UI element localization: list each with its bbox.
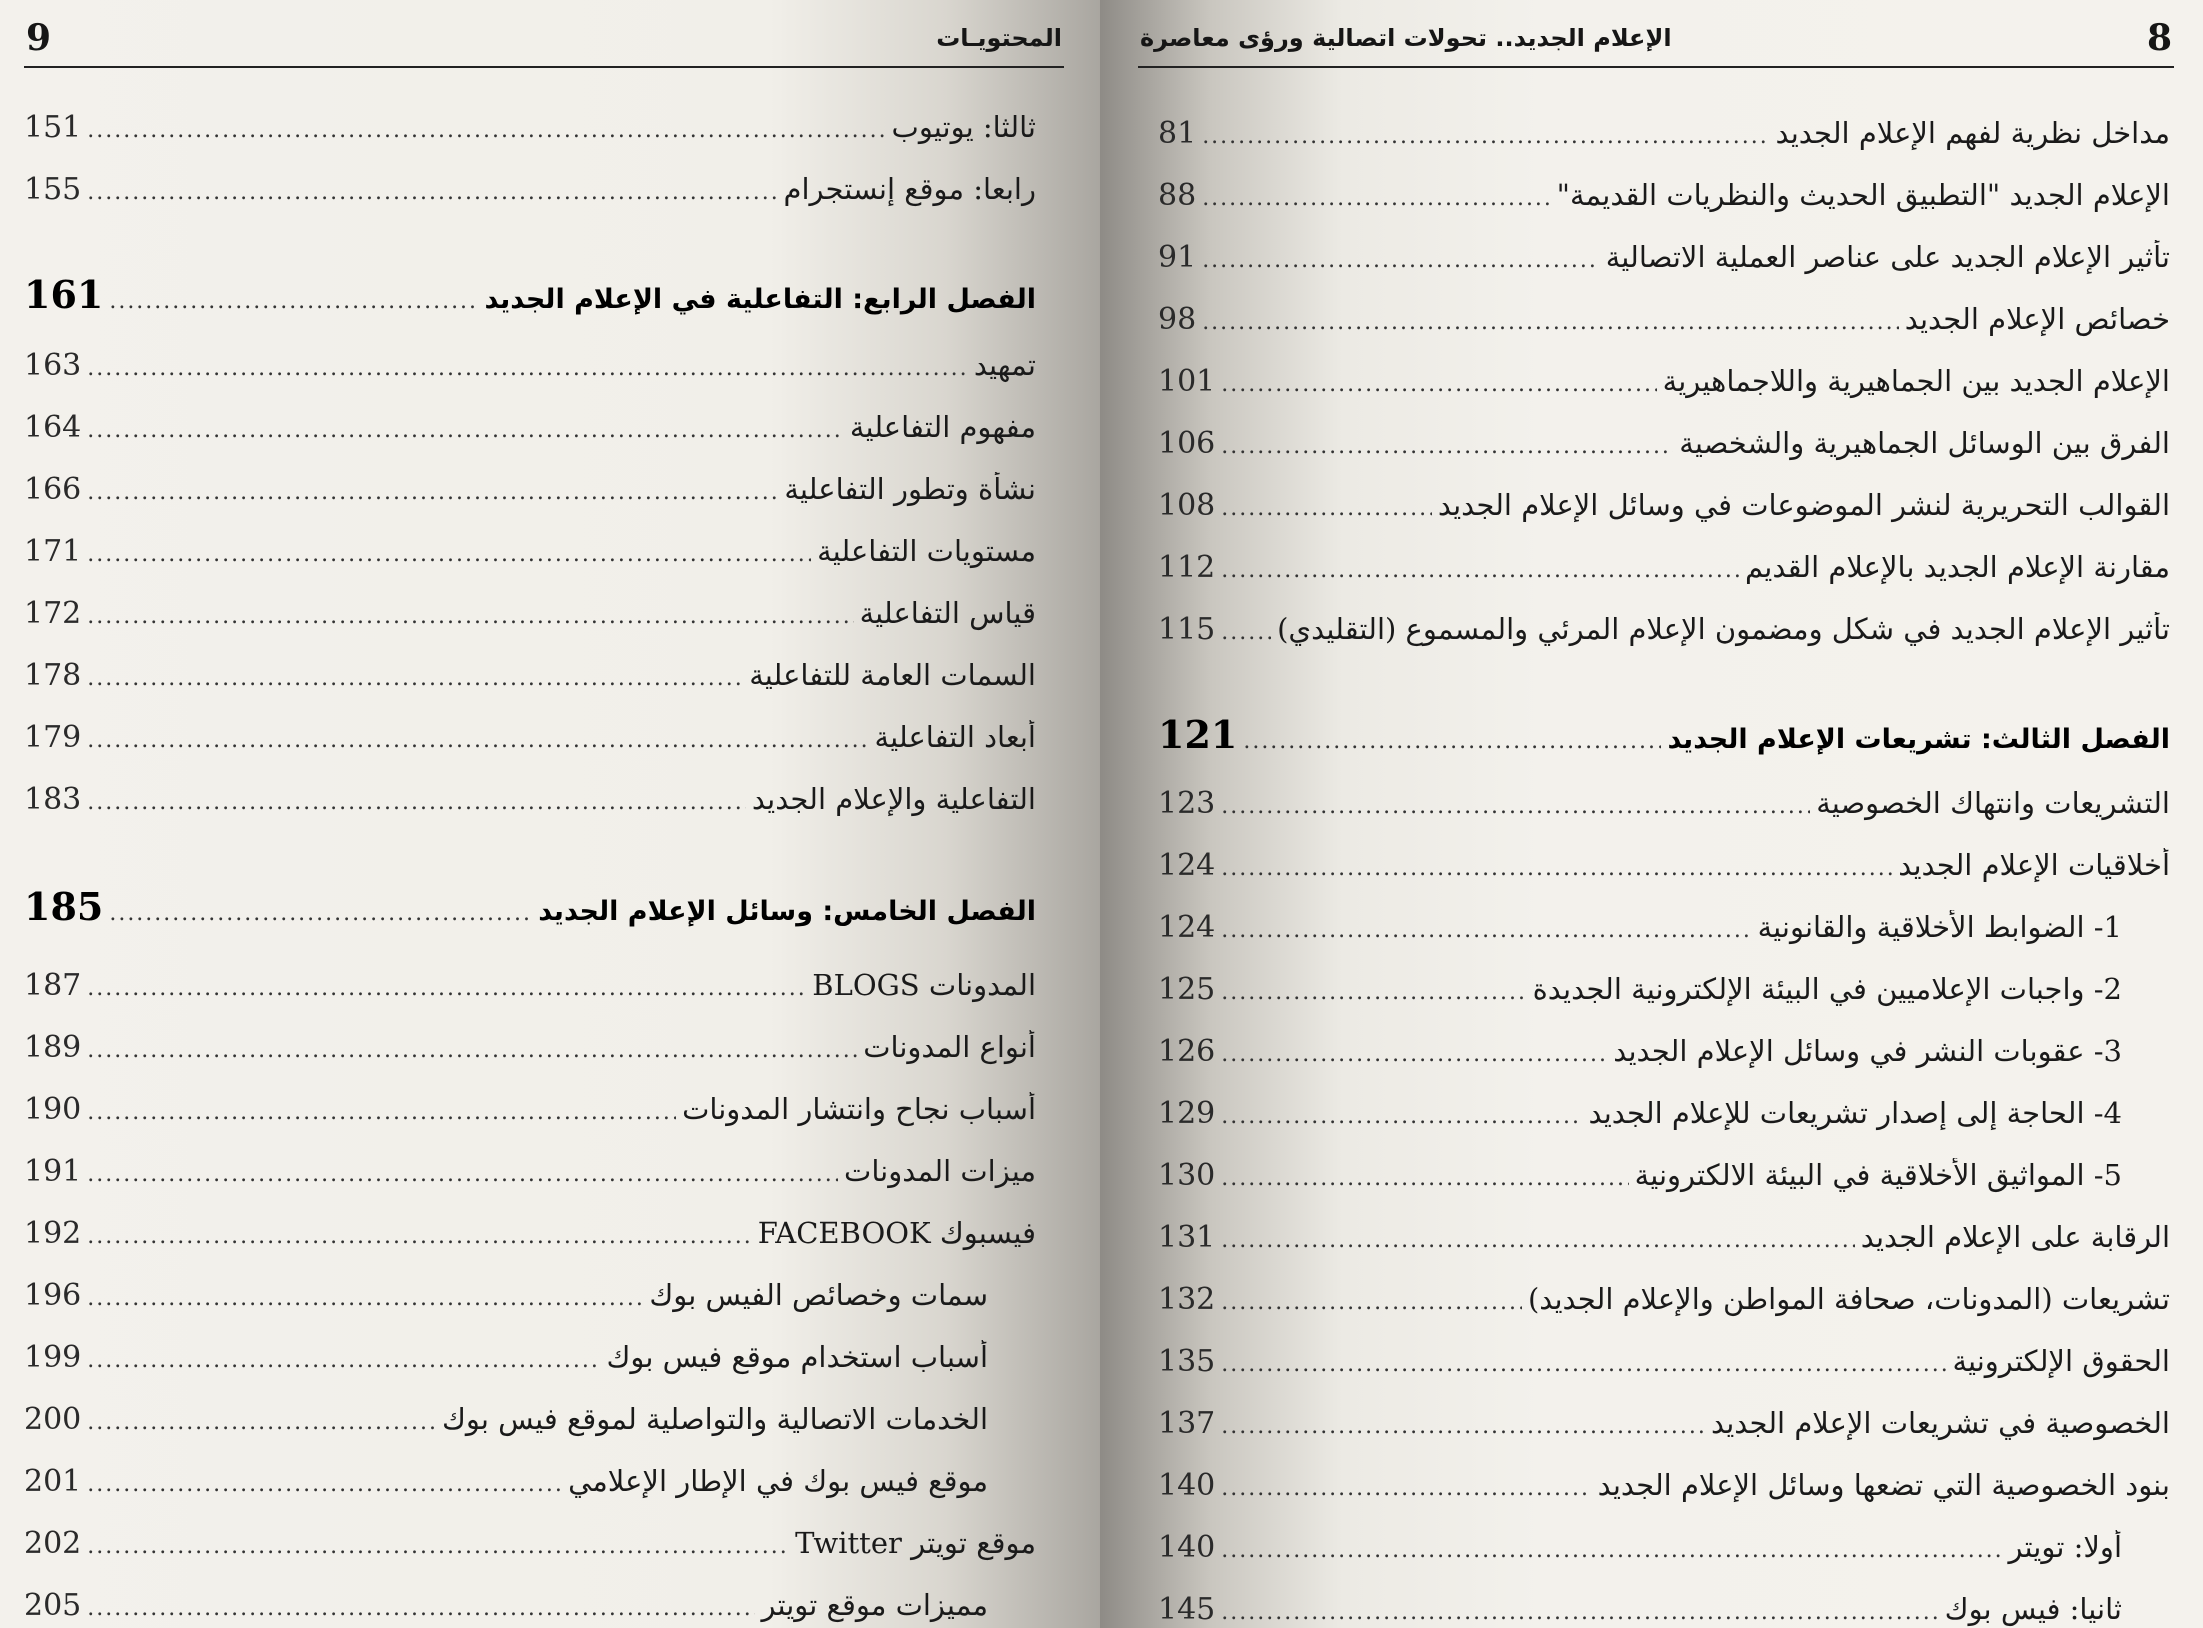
toc-page-number: 196 xyxy=(24,1278,82,1313)
toc-row xyxy=(24,348,1036,404)
toc-leader-dots xyxy=(87,118,885,143)
toc-page-number: 189 xyxy=(24,1030,82,1065)
toc-leader-dots xyxy=(1221,918,1751,943)
toc-page-number: 140 xyxy=(1158,1530,1216,1565)
toc-page-number: 140 xyxy=(1158,1468,1216,1503)
toc-row xyxy=(24,1340,1036,1396)
toc-row xyxy=(24,1278,1036,1334)
toc-entry-title: مداخل نظرية لفهم الإعلام الجديد xyxy=(1775,116,2170,150)
toc-entry-title: أخلاقيات الإعلام الجديد xyxy=(1898,848,2170,882)
toc-leader-dots xyxy=(1221,1228,1855,1253)
toc-leader-dots xyxy=(87,1100,676,1125)
toc-page-number: 130 xyxy=(1158,1158,1216,1193)
toc-row xyxy=(24,596,1036,652)
toc-entry-title: أسباب نجاح وانتشار المدونات xyxy=(682,1092,1036,1126)
toc-page-number: 190 xyxy=(24,1092,82,1127)
toc-entry-title: أبعاد التفاعلية xyxy=(874,720,1036,754)
toc-page-number: 202 xyxy=(24,1526,82,1561)
toc-leader-dots xyxy=(87,1410,436,1435)
toc-leader-dots xyxy=(1221,1414,1705,1439)
toc-page-number: 112 xyxy=(1158,550,1216,585)
toc-page-number: 88 xyxy=(1158,178,1197,213)
toc-row xyxy=(24,534,1036,590)
toc-leader-dots xyxy=(1221,1476,1591,1501)
toc-row xyxy=(1158,302,2170,358)
toc-page-number: 124 xyxy=(1158,910,1216,945)
toc-row xyxy=(24,720,1036,776)
toc-entry-title: الإعلام الجديد بين الجماهيرية واللاجماهيرية xyxy=(1662,364,2170,398)
left-toc xyxy=(0,0,1100,1628)
toc-row xyxy=(1158,786,2170,842)
toc-leader-dots xyxy=(1221,1166,1628,1191)
toc-leader-dots xyxy=(1243,729,1661,754)
toc-leader-dots xyxy=(87,480,778,505)
toc-page-number: 171 xyxy=(24,534,82,569)
toc-row xyxy=(1158,612,2170,668)
toc-leader-dots xyxy=(87,1162,838,1187)
toc-entry-title: مقارنة الإعلام الجديد بالإعلام القديم xyxy=(1745,550,2170,584)
toc-leader-dots xyxy=(87,542,811,567)
toc-leader-dots xyxy=(87,180,777,205)
toc-entry-title: موقع تويتر Twitter xyxy=(795,1526,1036,1560)
toc-row xyxy=(24,968,1036,1024)
toc-leader-dots xyxy=(87,1286,643,1311)
toc-row xyxy=(24,1216,1036,1272)
right-toc xyxy=(1100,0,2203,1628)
toc-leader-dots xyxy=(1221,620,1271,645)
toc-entry-title: ثانيا: فيس بوك xyxy=(1944,1592,2122,1626)
toc-page-number: 163 xyxy=(24,348,82,383)
left-running-title: المحتويـات xyxy=(936,24,1062,52)
toc-page-number: 192 xyxy=(24,1216,82,1251)
toc-page-number: 121 xyxy=(1158,712,1238,757)
toc-page-number: 101 xyxy=(1158,364,1216,399)
toc-row xyxy=(24,1154,1036,1210)
toc-entry-title: الإعلام الجديد "التطبيق الحديث والنظريات القديمة" xyxy=(1556,178,2170,212)
toc-page-number: 98 xyxy=(1158,302,1197,337)
toc-row xyxy=(1158,1344,2170,1400)
toc-row xyxy=(1158,1034,2170,1090)
toc-leader-dots xyxy=(87,1596,755,1621)
toc-page-number: 108 xyxy=(1158,488,1216,523)
toc-row xyxy=(24,1588,1036,1628)
toc-leader-dots xyxy=(87,728,868,753)
toc-entry-title: الرقابة على الإعلام الجديد xyxy=(1860,1220,2170,1254)
toc-page-number: 123 xyxy=(1158,786,1216,821)
toc-row xyxy=(1158,1592,2170,1628)
toc-leader-dots xyxy=(1221,1538,2002,1563)
toc-entry-title: 1- الضوابط الأخلاقية والقانونية xyxy=(1757,910,2122,944)
toc-leader-dots xyxy=(109,289,478,314)
toc-entry-title: القوالب التحريرية لنشر الموضوعات في وسائل الإعلام الجديد xyxy=(1437,488,2170,522)
toc-row xyxy=(24,1402,1036,1458)
toc-row xyxy=(24,172,1036,228)
right-running-title: الإعلام الجديد.. تحولات اتصالية ورؤى معاصرة xyxy=(1140,24,1672,52)
toc-entry-title: الفرق بين الوسائل الجماهيرية والشخصية xyxy=(1679,426,2170,460)
toc-row xyxy=(24,1030,1036,1086)
toc-row xyxy=(1158,1468,2170,1524)
toc-row xyxy=(1158,426,2170,482)
toc-entry-title: الخصوصية في تشريعات الإعلام الجديد xyxy=(1710,1406,2170,1440)
toc-entry-title: ثالثا: يوتيوب xyxy=(891,110,1036,144)
toc-entry-title: تشريعات (المدونات، صحافة المواطن والإعلام الجديد) xyxy=(1527,1282,2170,1316)
toc-entry-title: سمات وخصائص الفيس بوك xyxy=(649,1278,988,1312)
toc-leader-dots xyxy=(87,418,844,443)
toc-leader-dots xyxy=(109,901,532,926)
toc-page-number: 125 xyxy=(1158,972,1216,1007)
toc-entry-title: 3- عقوبات النشر في وسائل الإعلام الجديد xyxy=(1613,1034,2122,1068)
toc-entry-title: أسباب استخدام موقع فيس بوك xyxy=(606,1340,988,1374)
toc-entry-title: بنود الخصوصية التي تضعها وسائل الإعلام الجديد xyxy=(1597,1468,2170,1502)
toc-chapter-row xyxy=(1158,712,2170,768)
toc-page-number: 124 xyxy=(1158,848,1216,883)
toc-entry-title: قياس التفاعلية xyxy=(859,596,1036,630)
toc-entry-title: رابعا: موقع إنستجرام xyxy=(783,172,1036,206)
toc-row xyxy=(1158,116,2170,172)
toc-chapter-row xyxy=(24,884,1036,940)
toc-entry-title: فيسبوك FACEBOOK xyxy=(757,1216,1036,1250)
toc-leader-dots xyxy=(87,356,968,381)
right-page-number: 8 xyxy=(2146,17,2172,59)
toc-leader-dots xyxy=(1202,310,1899,335)
toc-row xyxy=(24,782,1036,838)
toc-leader-dots xyxy=(1221,372,1656,397)
toc-row xyxy=(1158,848,2170,904)
toc-page-number: 199 xyxy=(24,1340,82,1375)
toc-entry-title: 2- واجبات الإعلاميين في البيئة الإلكترونية الجديدة xyxy=(1532,972,2122,1006)
toc-leader-dots xyxy=(87,1472,562,1497)
toc-page-number: 155 xyxy=(24,172,82,207)
toc-row xyxy=(1158,1096,2170,1152)
toc-page-number: 179 xyxy=(24,720,82,755)
toc-leader-dots xyxy=(87,1348,600,1373)
toc-entry-title: تمهيد xyxy=(973,348,1036,382)
toc-row xyxy=(1158,972,2170,1028)
toc-chapter-title: الفصل الثالث: تشريعات الإعلام الجديد xyxy=(1667,724,2170,755)
toc-entry-title: التفاعلية والإعلام الجديد xyxy=(751,782,1036,816)
toc-page-number: 137 xyxy=(1158,1406,1216,1441)
toc-page-number: 185 xyxy=(24,884,104,929)
toc-entry-title: أنواع المدونات xyxy=(863,1030,1036,1064)
toc-row xyxy=(24,472,1036,528)
toc-page-number: 129 xyxy=(1158,1096,1216,1131)
toc-entry-title: السمات العامة للتفاعلية xyxy=(749,658,1036,692)
toc-leader-dots xyxy=(1221,1042,1607,1067)
toc-page-number: 151 xyxy=(24,110,82,145)
toc-page-number: 145 xyxy=(1158,1592,1216,1627)
toc-chapter-row xyxy=(24,272,1036,328)
toc-leader-dots xyxy=(1221,496,1432,521)
toc-page-number: 172 xyxy=(24,596,82,631)
toc-row xyxy=(1158,240,2170,296)
toc-leader-dots xyxy=(87,1224,751,1249)
toc-page-number: 126 xyxy=(1158,1034,1216,1069)
toc-page-number: 201 xyxy=(24,1464,82,1499)
toc-entry-title: 4- الحاجة إلى إصدار تشريعات للإعلام الجديد xyxy=(1588,1096,2122,1130)
toc-leader-dots xyxy=(1202,248,1600,273)
toc-leader-dots xyxy=(1221,1600,1938,1625)
toc-row xyxy=(1158,910,2170,966)
toc-row xyxy=(1158,488,2170,544)
toc-row xyxy=(1158,1530,2170,1586)
toc-row xyxy=(24,1526,1036,1582)
toc-leader-dots xyxy=(87,790,746,815)
toc-row xyxy=(1158,550,2170,606)
toc-page-number: 166 xyxy=(24,472,82,507)
toc-leader-dots xyxy=(1221,434,1673,459)
toc-leader-dots xyxy=(1221,794,1810,819)
toc-entry-title: نشأة وتطور التفاعلية xyxy=(784,472,1036,506)
toc-leader-dots xyxy=(1221,558,1739,583)
toc-leader-dots xyxy=(87,666,743,691)
toc-entry-title: أولا: تويتر xyxy=(2008,1530,2122,1564)
toc-page-number: 131 xyxy=(1158,1220,1216,1255)
toc-entry-title: المدونات BLOGS xyxy=(812,968,1036,1002)
toc-page-number: 91 xyxy=(1158,240,1197,275)
toc-leader-dots xyxy=(87,976,806,1001)
toc-leader-dots xyxy=(1221,1290,1522,1315)
toc-leader-dots xyxy=(87,1534,789,1559)
toc-row xyxy=(24,1092,1036,1148)
toc-leader-dots xyxy=(1202,124,1769,149)
left-page-number: 9 xyxy=(26,17,52,59)
toc-entry-title: الحقوق الإلكترونية xyxy=(1952,1344,2170,1378)
toc-page-number: 191 xyxy=(24,1154,82,1189)
toc-leader-dots xyxy=(87,1038,857,1063)
toc-row xyxy=(1158,178,2170,234)
toc-entry-title: التشريعات وانتهاك الخصوصية xyxy=(1816,786,2170,820)
toc-row xyxy=(1158,1158,2170,1214)
toc-row xyxy=(1158,1220,2170,1276)
toc-chapter-title: الفصل الرابع: التفاعلية في الإعلام الجديد xyxy=(484,284,1036,315)
toc-page-number: 135 xyxy=(1158,1344,1216,1379)
right-page xyxy=(1100,0,2203,1628)
toc-row xyxy=(24,658,1036,714)
toc-page-number: 132 xyxy=(1158,1282,1216,1317)
toc-page-number: 161 xyxy=(24,272,104,317)
toc-row xyxy=(24,410,1036,466)
toc-entry-title: ميزات المدونات xyxy=(844,1154,1036,1188)
toc-entry-title: 5- المواثيق الأخلاقية في البيئة الالكترونية xyxy=(1634,1158,2122,1192)
toc-page-number: 187 xyxy=(24,968,82,1003)
toc-entry-title: موقع فيس بوك في الإطار الإعلامي xyxy=(568,1464,988,1498)
toc-entry-title: تأثير الإعلام الجديد على عناصر العملية الاتصالية xyxy=(1605,240,2170,274)
toc-leader-dots xyxy=(1221,1352,1946,1377)
toc-leader-dots xyxy=(1221,1104,1582,1129)
toc-page-number: 164 xyxy=(24,410,82,445)
toc-entry-title: مفهوم التفاعلية xyxy=(849,410,1036,444)
toc-leader-dots xyxy=(1221,980,1526,1005)
toc-entry-title: مميزات موقع تويتر xyxy=(761,1588,988,1622)
left-page xyxy=(0,0,1100,1628)
toc-row xyxy=(24,110,1036,166)
toc-entry-title: خصائص الإعلام الجديد xyxy=(1904,302,2170,336)
toc-chapter-title: الفصل الخامس: وسائل الإعلام الجديد xyxy=(538,896,1036,927)
toc-page-number: 115 xyxy=(1158,612,1216,647)
toc-entry-title: مستويات التفاعلية xyxy=(817,534,1036,568)
toc-leader-dots xyxy=(1202,186,1550,211)
toc-leader-dots xyxy=(1221,856,1892,881)
toc-entry-title: تأثير الإعلام الجديد في شكل ومضمون الإعلام المرئي والمسموع (التقليدي) xyxy=(1277,612,2170,646)
toc-page-number: 183 xyxy=(24,782,82,817)
toc-row xyxy=(1158,1406,2170,1462)
toc-leader-dots xyxy=(87,604,853,629)
toc-page-number: 178 xyxy=(24,658,82,693)
toc-entry-title: الخدمات الاتصالية والتواصلية لموقع فيس بوك xyxy=(441,1402,988,1436)
toc-page-number: 81 xyxy=(1158,116,1197,151)
toc-page-number: 205 xyxy=(24,1588,82,1623)
toc-row xyxy=(1158,1282,2170,1338)
toc-row xyxy=(24,1464,1036,1520)
toc-row xyxy=(1158,364,2170,420)
toc-page-number: 200 xyxy=(24,1402,82,1437)
toc-page-number: 106 xyxy=(1158,426,1216,461)
